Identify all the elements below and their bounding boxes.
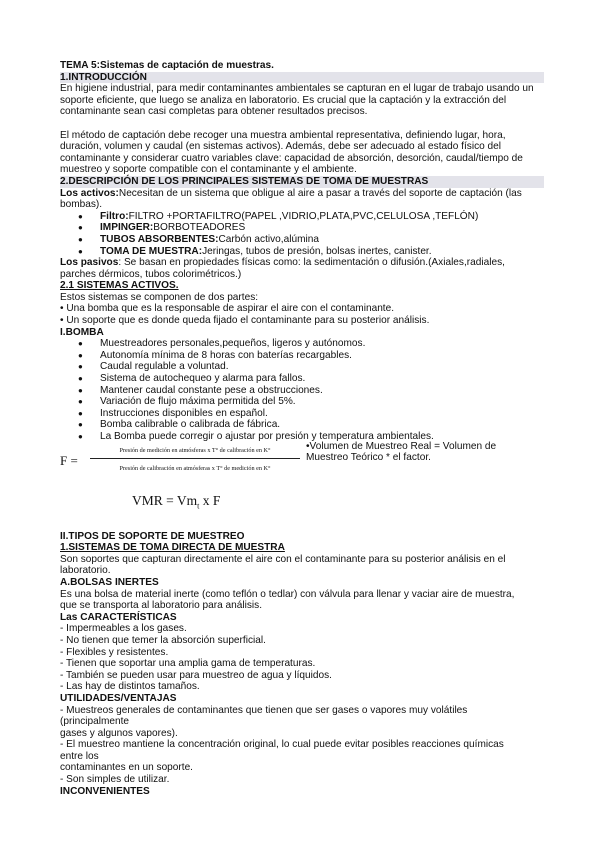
section-intro-heading: 1.INTRODUCCIÓN — [60, 72, 544, 84]
formula-numerator: Presión de medición en atmósferas x T° de calibración en K° — [90, 447, 300, 459]
list-item: ● Muestreadores personales,pequeños, ligeros y autónomos. — [90, 338, 544, 350]
text-line: - Flexibles y resistentes. — [60, 646, 169, 658]
formula-note: •Volumen de Muestreo Real = Volumen de Muestreo Teórico * el factor. — [306, 440, 497, 464]
list-item: ● Instrucciones disponibles en español. — [90, 408, 544, 420]
list-item: ● Bomba calibrable o calibrada de fábrica. — [90, 419, 544, 431]
text-line: gases y algunos vapores). — [60, 727, 178, 739]
activos-line — [60, 188, 544, 200]
text-line: - También se pueden usar para muestreo de agua y líquidos. — [60, 669, 332, 681]
text-line: Son soportes que capturan directamente el aire con el contaminante para su posterior análisis en el — [60, 553, 506, 565]
support-types-heading: II.TIPOS DE SOPORTE DE MUESTREO — [60, 530, 245, 542]
intro-line: contaminante y considerar cuatro variables clave: capacidad de absorción, desorción, caudal/tiempo de — [60, 152, 523, 164]
section-active-systems-heading: 2.1 SISTEMAS ACTIVOS. — [60, 280, 179, 292]
intro-line: soporte eficiente, que luego se analiza en laboratorio. Es crucial que la captación y la extracción del — [60, 94, 507, 106]
list-item: ● IMPINGER:BORBOTEADORES — [90, 222, 544, 234]
text-line: laboratorio. — [60, 565, 111, 577]
text-line: - Las hay de distintos tamaños. — [60, 681, 200, 693]
text-line: - El muestreo mantiene la concentración original, lo cual puede evitar posibles reacciones químicas — [60, 739, 504, 751]
list-item: ● Filtro:FILTRO +PORTAFILTRO(PAPEL ,VIDRIO,PLATA,PVC,CELULOSA ,TEFLÓN) — [90, 211, 544, 223]
list-item: ● TOMA DE MUESTRA:Jeringas, tubos de presión, bolsas inertes, canister. — [90, 246, 544, 258]
formula-f-label: F = — [60, 452, 78, 468]
section-systems-heading: 2.DESCRIPCIÓN DE LOS PRINCIPALES SISTEMAS DE TOMA DE MUESTRAS — [60, 176, 544, 188]
document-title: TEMA 5:Sistemas de captación de muestras. — [60, 60, 274, 71]
activos-line: bombas). — [60, 199, 103, 211]
intro-line: En higiene industrial, para medir contaminantes ambientales se capturan en el lugar de trabajo usando un — [60, 83, 534, 95]
text-line: • Una bomba que es la responsable de aspirar el aire con el contaminante. — [60, 303, 395, 315]
list-item: ● Variación de flujo máxima permitida del 5%. — [90, 396, 544, 408]
text-line: Es una bolsa de material inerte (como teflón o tedlar) con válvula para llenar y vaciar aire de muestra, — [60, 588, 515, 600]
active-systems-list — [60, 211, 544, 257]
page-content — [60, 60, 544, 797]
text-line: (principalmente — [60, 716, 130, 728]
intro-line: muestreo y soporte compatible con el contaminante y el ambiente. — [60, 164, 357, 176]
intro-line: contaminante sean casi completas para obtener resultados precisos. — [60, 106, 368, 118]
list-item: ● La Bomba puede corregir o ajustar por presión y temperatura ambientales. — [90, 431, 544, 443]
text-line: - Impermeables a los gases. — [60, 623, 187, 635]
pasivos-label: Los pasivos — [60, 257, 119, 269]
list-item: ● Autonomía mínima de 8 horas con baterías recargables. — [90, 350, 544, 362]
list-item: ● Mantener caudal constante pese a obstrucciones. — [90, 385, 544, 397]
activos-text: Necesitan de un sistema que obligue al aire a pasar a través del soporte de captación (las — [118, 187, 522, 199]
intro-line: El método de captación debe recoger una muestra ambiental representativa, definiendo lugar, hora, — [60, 129, 506, 141]
pasivos-line: parches dérmicos, tubos colorimétricos.) — [60, 268, 242, 280]
drawbacks-heading: INCONVENIENTES — [60, 785, 150, 797]
characteristics-heading: Las CARACTERÍSTICAS — [60, 611, 177, 623]
bomba-heading: I.BOMBA — [60, 326, 104, 338]
text-line: Estos sistemas se componen de dos partes: — [60, 291, 259, 303]
correction-factor-formula — [60, 440, 544, 487]
bomba-list — [60, 338, 544, 442]
text-line: - Tienen que soportar una amplia gama de temperaturas. — [60, 658, 316, 670]
text-line: contaminantes en un soporte. — [60, 762, 193, 774]
text-line: - Muestreos generales de contaminantes que tienen que ser gases o vapores muy volátiles — [60, 704, 468, 716]
text-line: entre los — [60, 750, 99, 762]
formula-denominator: Presión de calibración en atmósferas x T° de medición en K° — [119, 464, 271, 472]
text-line: - No tienen que temer la absorción superficial. — [60, 634, 266, 646]
pasivos-line: Los pasivos: Se basan en propiedades físicas como: la sedimentación o difusión.(Axiales,radiales, — [60, 257, 505, 269]
list-item: ● TUBOS ABSORBENTES:Carbón activo,alúmina — [90, 234, 544, 246]
list-item: ● Sistema de autochequeo y alarma para fallos. — [90, 373, 544, 385]
text-line: que se transporta al laboratorio para análisis. — [60, 600, 262, 612]
vmr-formula: VMR = $Vm_t$ x F — [132, 492, 221, 511]
utilities-heading: UTILIDADES/VENTAJAS — [60, 692, 177, 704]
direct-sampling-heading: 1.SISTEMAS DE TOMA DIRECTA DE MUESTRA — [60, 542, 285, 554]
text-line: - Son simples de utilizar. — [60, 774, 170, 786]
spacer — [60, 118, 544, 130]
text-line: • Un soporte que es donde queda fijado el contaminante para su posterior análisis. — [60, 315, 430, 327]
activos-label: Los activos: — [60, 187, 119, 199]
list-item: ● Caudal regulable a voluntad. — [90, 361, 544, 373]
formula-fraction — [90, 447, 300, 473]
intro-line: duración, volumen y caudal (en sistemas activos). Además, debe ser adecuado al estado físico del — [60, 141, 502, 153]
bolsas-heading: A.BOLSAS INERTES — [60, 576, 159, 588]
